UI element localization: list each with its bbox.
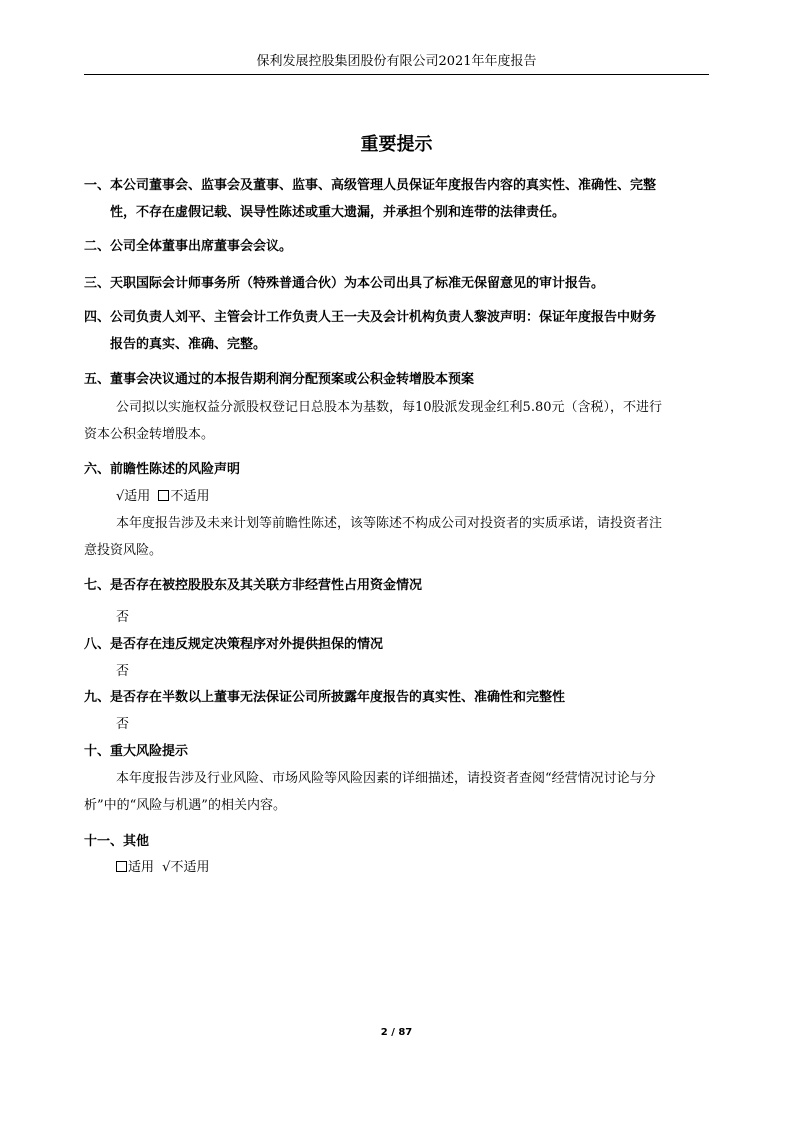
item-10-body-line-1: 本年度报告涉及行业风险、市场风险等风险因素的详细描述，请投资者查阅“经营情况讨论与分 — [116, 771, 656, 786]
page-header: 保利发展控股集团股份有限公司2021年年度报告 — [256, 54, 537, 69]
item-7-title: 七、是否存在被控股股东及其关联方非经营性占用资金情况 — [84, 578, 423, 593]
item-8-title: 八、是否存在违反规定决策程序对外提供担保的情况 — [84, 637, 384, 652]
page-title: 重要提示 — [360, 134, 433, 155]
item-3: 三、天职国际会计师事务所（特殊普通合伙）为本公司出具了标准无保留意见的审计报告。 — [84, 276, 605, 291]
item-7-answer: 否 — [116, 610, 130, 625]
item-10-body-line-2: 析”中的“风险与机遇”的相关内容。 — [84, 798, 286, 813]
item-6-title: 六、前瞻性陈述的风险声明 — [84, 462, 241, 477]
empty-checkbox-icon — [116, 861, 127, 872]
item-9-answer: 否 — [116, 717, 130, 732]
item-5-body-line-2: 资本公积金转增股本。 — [84, 427, 215, 442]
item-11-applicability — [116, 854, 209, 882]
item-4-line-1: 四、公司负责人刘平、主管会计工作负责人王一夫及会计机构负责人黎波声明：保证年度报告中财务 — [84, 310, 657, 325]
empty-checkbox-icon — [158, 490, 169, 501]
page-number: 2 / 87 — [380, 1027, 413, 1038]
header-divider — [84, 74, 709, 75]
applicable-label: 适用 — [128, 860, 155, 875]
item-2: 二、公司全体董事出席董事会会议。 — [84, 239, 293, 254]
item-6-applicability — [116, 483, 209, 511]
item-8-answer: 否 — [116, 664, 130, 679]
item-6-body-line-2: 意投资风险。 — [84, 543, 163, 558]
item-5-title: 五、董事会决议通过的本报告期利润分配预案或公积金转增股本预案 — [84, 372, 475, 387]
not-applicable-label: 不适用 — [170, 489, 210, 504]
item-11-title: 十一、其他 — [84, 834, 150, 849]
applicable-label: 适用 — [124, 489, 151, 504]
check-mark-icon: √ — [116, 489, 125, 504]
item-9-title: 九、是否存在半数以上董事无法保证公司所披露年度报告的真实性、准确性和完整性 — [84, 690, 566, 705]
item-10-title: 十、重大风险提示 — [84, 744, 189, 759]
check-mark-icon: √ — [162, 860, 171, 875]
item-1-line-2: 性，不存在虚假记载、误导性陈述或重大遗漏，并承担个别和连带的法律责任。 — [110, 205, 566, 220]
not-applicable-label: 不适用 — [170, 860, 210, 875]
item-4-line-2: 报告的真实、准确、完整。 — [110, 337, 267, 352]
item-1-line-1: 一、本公司董事会、监事会及董事、监事、高级管理人员保证年度报告内容的真实性、准确性、完整 — [84, 178, 657, 193]
item-5-body-line-1: 公司拟以实施权益分派股权登记日总股本为基数，每10股派发现金红利5.80元（含税），不进行 — [116, 400, 662, 415]
item-6-body-line-1: 本年度报告涉及未来计划等前瞻性陈述，该等陈述不构成公司对投资者的实质承诺，请投资者注 — [116, 516, 663, 531]
